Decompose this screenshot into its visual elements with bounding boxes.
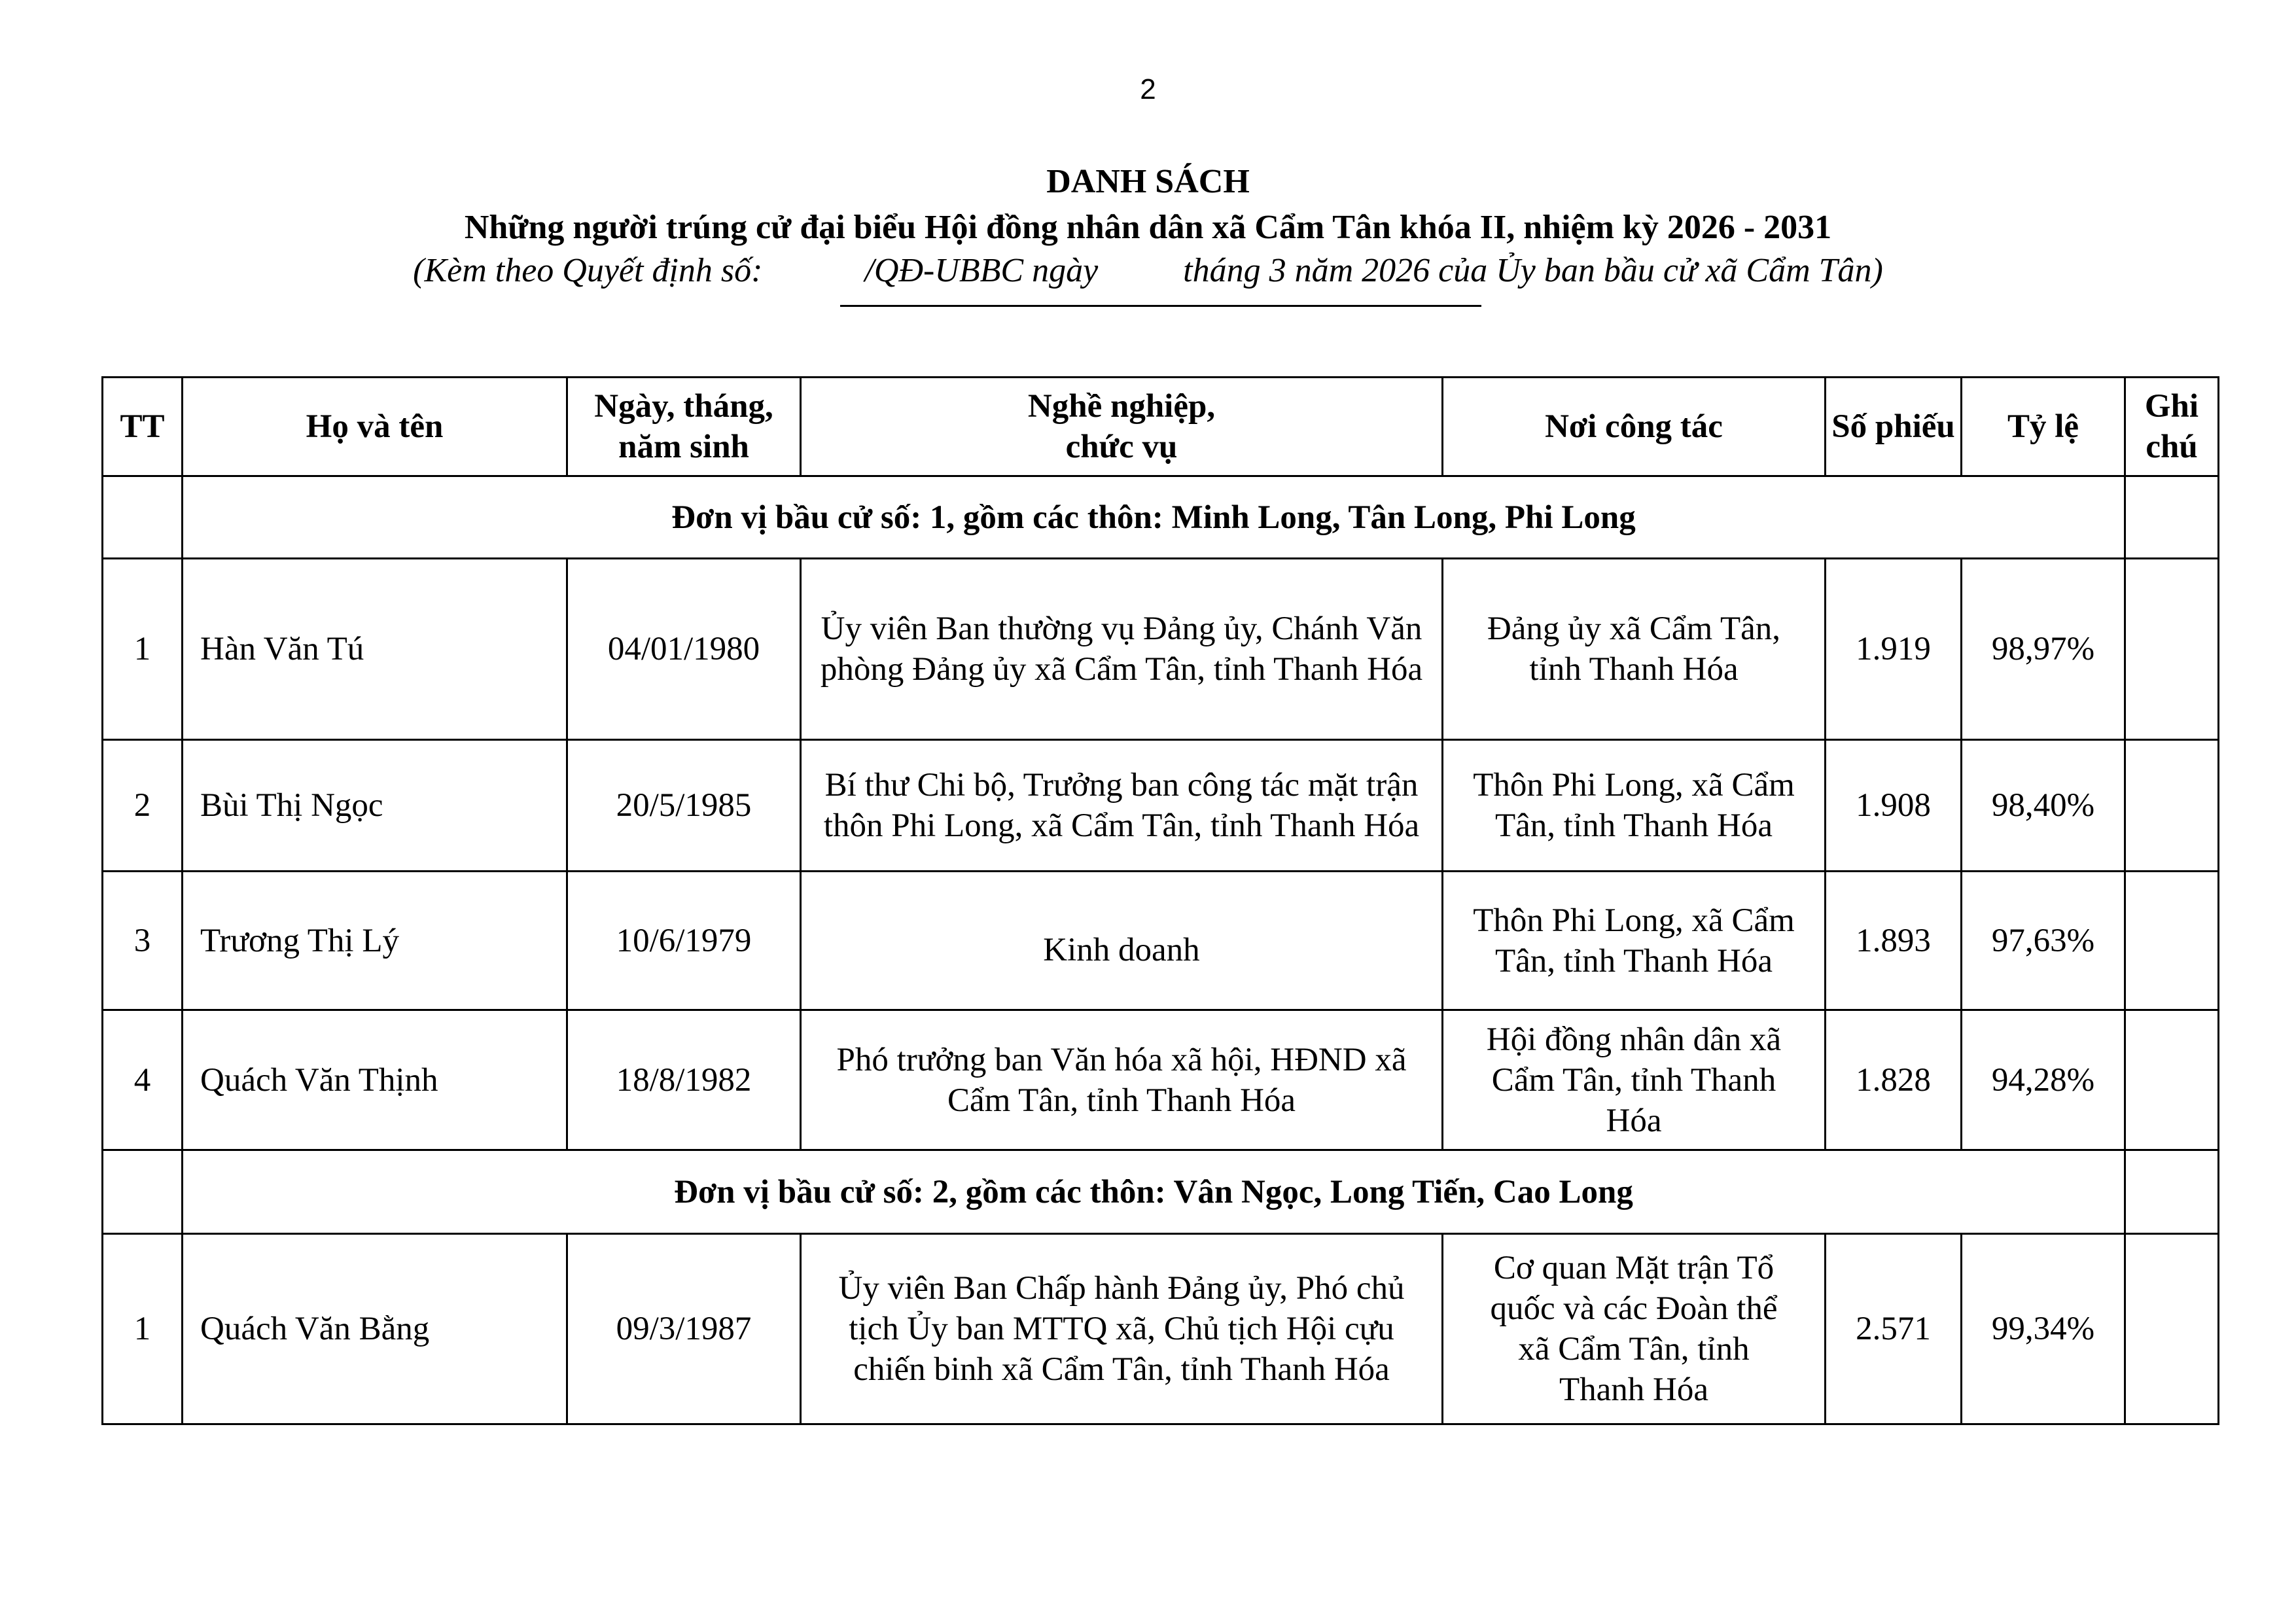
title-underline <box>840 305 1481 307</box>
cell-dob: 20/5/1985 <box>567 740 801 872</box>
section-unit-label: Đơn vị bầu cử số: 2, gồm các thôn: Vân Ngọc, Long Tiến, Cao Long <box>183 1150 2125 1234</box>
cell-workplace: Cơ quan Mặt trận Tổ quốc và các Đoàn thể xã Cẩm Tân, tỉnh Thanh Hóa <box>1443 1234 1826 1424</box>
table-header-row <box>103 378 2219 476</box>
table-row <box>103 1010 2219 1150</box>
cell-workplace: Hội đồng nhân dân xã Cẩm Tân, tỉnh Thanh Hóa <box>1443 1010 1826 1150</box>
cell-dob: 18/8/1982 <box>567 1010 801 1150</box>
header-rate: Tỷ lệ <box>1962 378 2125 476</box>
cell-job: Kinh doanh <box>801 872 1443 1010</box>
header-workplace: Nơi công tác <box>1443 378 1826 476</box>
header-note <box>2125 378 2219 476</box>
cell-note <box>2125 559 2219 740</box>
cell-votes: 1.919 <box>1826 559 1962 740</box>
cell-job: Ủy viên Ban Chấp hành Đảng ủy, Phó chủ tịch Ủy ban MTTQ xã, Chủ tịch Hội cựu chiến binh xã Cẩm Tân, tỉnh Thanh Hóa <box>801 1234 1443 1424</box>
attachment-note: (Kèm theo Quyết định số: /QĐ-UBBC ngày tháng 3 năm 2026 của Ủy ban bầu cử xã Cẩm Tân) <box>413 252 1883 289</box>
cell-name: Hàn Văn Tú <box>183 559 567 740</box>
section-row <box>103 476 2219 559</box>
cell-workplace: Đảng ủy xã Cẩm Tân, tỉnh Thanh Hóa <box>1443 559 1826 740</box>
cell-dob: 04/01/1980 <box>567 559 801 740</box>
cell-note <box>2125 872 2219 1010</box>
table-row <box>103 559 2219 740</box>
header-name: Họ và tên <box>183 378 567 476</box>
section-spacer-right <box>2125 476 2219 559</box>
header-dob-line1: Ngày, tháng, <box>594 388 773 425</box>
cell-rate: 99,34% <box>1962 1234 2125 1424</box>
section-spacer-left <box>103 1150 183 1234</box>
cell-workplace: Thôn Phi Long, xã Cẩm Tân, tỉnh Thanh Hóa <box>1443 872 1826 1010</box>
cell-tt: 3 <box>103 872 183 1010</box>
cell-workplace: Thôn Phi Long, xã Cẩm Tân, tỉnh Thanh Hóa <box>1443 740 1826 872</box>
document-subtitle: Những người trúng cử đại biểu Hội đồng nhân dân xã Cẩm Tân khóa II, nhiệm kỳ 2026 - 2031 <box>464 209 1832 246</box>
header-note-line2: chú <box>2146 429 2198 465</box>
cell-name: Trương Thị Lý <box>183 872 567 1010</box>
cell-votes: 1.893 <box>1826 872 1962 1010</box>
cell-job: Ủy viên Ban thường vụ Đảng ủy, Chánh Văn phòng Đảng ủy xã Cẩm Tân, tỉnh Thanh Hóa <box>801 559 1443 740</box>
cell-votes: 1.828 <box>1826 1010 1962 1150</box>
table-row <box>103 1234 2219 1424</box>
header-tt: TT <box>103 378 183 476</box>
cell-rate: 94,28% <box>1962 1010 2125 1150</box>
cell-note <box>2125 1010 2219 1150</box>
section-spacer-right <box>2125 1150 2219 1234</box>
elected-delegates-table <box>101 376 2219 1425</box>
cell-rate: 98,40% <box>1962 740 2125 872</box>
cell-name: Bùi Thị Ngọc <box>183 740 567 872</box>
cell-note <box>2125 1234 2219 1424</box>
cell-note <box>2125 740 2219 872</box>
header-note-line1: Ghi <box>2144 388 2199 425</box>
cell-tt: 2 <box>103 740 183 872</box>
cell-job: Phó trưởng ban Văn hóa xã hội, HĐND xã Cẩm Tân, tỉnh Thanh Hóa <box>801 1010 1443 1150</box>
cell-tt: 1 <box>103 559 183 740</box>
cell-votes: 2.571 <box>1826 1234 1962 1424</box>
cell-dob: 09/3/1987 <box>567 1234 801 1424</box>
section-spacer-left <box>103 476 183 559</box>
table-row <box>103 740 2219 872</box>
header-job-line1: Nghề nghiệp, <box>1027 388 1216 425</box>
cell-rate: 97,63% <box>1962 872 2125 1010</box>
cell-tt: 1 <box>103 1234 183 1424</box>
cell-votes: 1.908 <box>1826 740 1962 872</box>
header-dob-line2: năm sinh <box>618 429 749 465</box>
document-title: DANH SÁCH <box>1046 163 1250 200</box>
page-number: 2 <box>1140 73 1156 105</box>
header-votes: Số phiếu <box>1826 378 1962 476</box>
header-dob <box>567 378 801 476</box>
cell-tt: 4 <box>103 1010 183 1150</box>
table-row <box>103 872 2219 1010</box>
cell-dob: 10/6/1979 <box>567 872 801 1010</box>
section-row <box>103 1150 2219 1234</box>
cell-name: Quách Văn Thịnh <box>183 1010 567 1150</box>
header-job-line2: chức vụ <box>1065 429 1178 465</box>
cell-name: Quách Văn Bằng <box>183 1234 567 1424</box>
cell-rate: 98,97% <box>1962 559 2125 740</box>
header-job <box>801 378 1443 476</box>
section-unit-label: Đơn vị bầu cử số: 1, gồm các thôn: Minh Long, Tân Long, Phi Long <box>183 476 2125 559</box>
cell-job: Bí thư Chi bộ, Trưởng ban công tác mặt trận thôn Phi Long, xã Cẩm Tân, tỉnh Thanh Hóa <box>801 740 1443 872</box>
